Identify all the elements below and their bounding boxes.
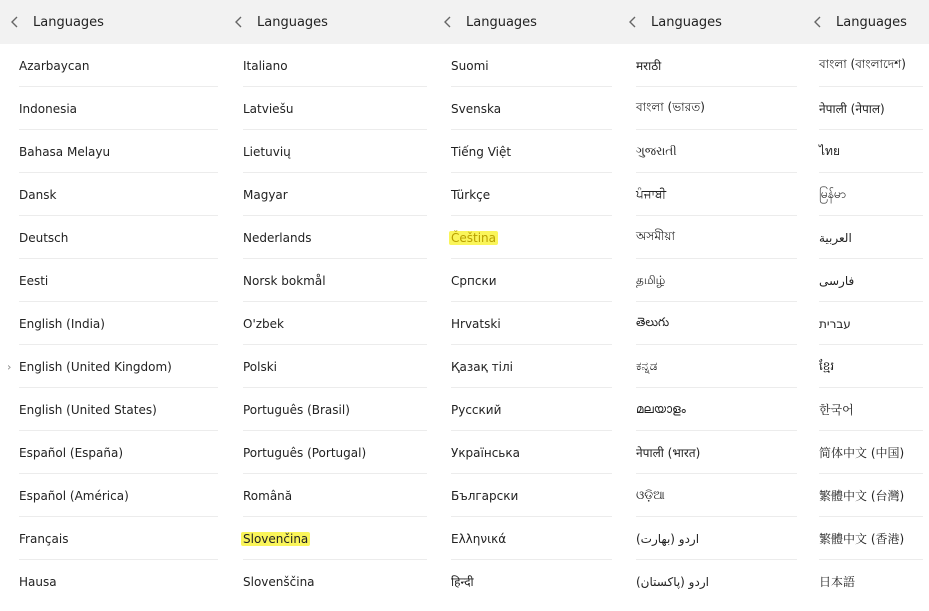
language-option[interactable]	[224, 560, 433, 603]
language-label: ଓଡ଼ିଆ	[636, 488, 665, 502]
language-option[interactable]	[803, 560, 929, 603]
language-option[interactable]	[0, 474, 224, 517]
language-label: Čeština	[451, 230, 497, 245]
language-label: 日本語	[819, 575, 856, 589]
language-label: Tiếng Việt	[451, 144, 512, 159]
language-option[interactable]	[224, 431, 433, 474]
language-list	[618, 44, 803, 603]
language-option[interactable]	[433, 474, 618, 517]
language-option[interactable]	[618, 517, 803, 560]
language-label: नेपाली (भारत)	[636, 446, 701, 460]
language-label: Русский	[451, 402, 502, 417]
language-label: Қазақ тілі	[451, 359, 513, 374]
language-option[interactable]	[618, 216, 803, 259]
languages-panel	[0, 0, 224, 611]
language-list	[224, 44, 433, 603]
language-option[interactable]	[803, 44, 929, 87]
back-chevron-icon[interactable]	[628, 16, 638, 28]
language-label: עברית	[819, 316, 851, 331]
language-label: ગુજરાતી	[636, 144, 677, 158]
language-option[interactable]	[224, 517, 433, 560]
language-label: اردو (بھارت)	[636, 531, 700, 546]
back-chevron-icon[interactable]	[443, 16, 453, 28]
language-option[interactable]	[618, 431, 803, 474]
back-chevron-icon[interactable]	[10, 16, 20, 28]
language-label: 繁體中文 (香港)	[819, 532, 905, 546]
language-option[interactable]	[618, 259, 803, 302]
language-label: Latviešu	[243, 101, 294, 116]
language-list	[433, 44, 618, 603]
language-label: Українська	[451, 445, 520, 460]
language-label: Magyar	[243, 187, 288, 202]
language-label: Polski	[243, 359, 278, 374]
language-label: فارسی	[819, 273, 855, 288]
language-label: Italiano	[243, 58, 288, 73]
language-label: मराठी	[636, 59, 662, 73]
language-option[interactable]	[224, 44, 433, 87]
language-label: English (India)	[19, 316, 105, 331]
language-option[interactable]	[224, 302, 433, 345]
language-label: Slovenčina	[243, 531, 309, 546]
languages-panel	[433, 0, 618, 611]
language-option[interactable]	[0, 173, 224, 216]
language-option[interactable]	[224, 259, 433, 302]
language-option[interactable]	[803, 216, 929, 259]
language-label: Español (España)	[19, 445, 124, 460]
language-label: Español (América)	[19, 488, 129, 503]
language-option[interactable]	[433, 87, 618, 130]
language-option[interactable]	[433, 44, 618, 87]
language-label: Nederlands	[243, 230, 312, 245]
language-label: Suomi	[451, 58, 489, 73]
language-label: தமிழ்	[636, 272, 666, 287]
language-option[interactable]	[433, 130, 618, 173]
language-option[interactable]	[0, 87, 224, 130]
language-label: Français	[19, 531, 69, 546]
language-label: Azarbaycan	[19, 58, 90, 73]
language-option[interactable]	[0, 560, 224, 603]
language-label: ਪੰਜਾਬੀ	[636, 187, 667, 201]
language-option[interactable]	[803, 517, 929, 560]
language-option[interactable]	[0, 431, 224, 474]
language-label: తెలుగు	[636, 315, 670, 329]
language-option[interactable]	[224, 345, 433, 388]
language-option[interactable]	[618, 44, 803, 87]
header-bar	[0, 0, 224, 44]
language-option[interactable]	[618, 130, 803, 173]
language-option[interactable]	[618, 560, 803, 603]
page-title: Languages	[651, 14, 722, 30]
language-option[interactable]	[0, 388, 224, 431]
language-list	[0, 44, 224, 603]
language-label: Português (Portugal)	[243, 445, 367, 460]
language-option[interactable]	[0, 130, 224, 173]
language-label: العربية	[819, 230, 852, 245]
language-label: Deutsch	[19, 230, 69, 245]
language-label: Српски	[451, 273, 497, 288]
language-label: اردو (پاکستان)	[636, 574, 709, 589]
language-label: Svenska	[451, 101, 502, 116]
language-option[interactable]	[433, 216, 618, 259]
header-bar	[433, 0, 618, 44]
language-option[interactable]	[433, 517, 618, 560]
language-option[interactable]	[618, 87, 803, 130]
language-option[interactable]	[0, 216, 224, 259]
header-bar	[618, 0, 803, 44]
language-option[interactable]	[803, 259, 929, 302]
language-list	[803, 44, 929, 603]
language-label: ไทย	[819, 144, 840, 158]
languages-panel	[803, 0, 929, 611]
language-label: Hrvatski	[451, 316, 501, 331]
language-option[interactable]	[803, 87, 929, 130]
language-option[interactable]	[0, 302, 224, 345]
language-option[interactable]	[433, 388, 618, 431]
language-option[interactable]	[433, 173, 618, 216]
language-label: Türkçe	[451, 187, 491, 202]
language-option[interactable]	[803, 173, 929, 216]
language-option[interactable]	[618, 474, 803, 517]
language-option[interactable]	[803, 130, 929, 173]
language-label: Norsk bokmål	[243, 273, 326, 288]
language-label: Ελληνικά	[451, 531, 507, 546]
language-label: বাংলা (বাংলাদেশ)	[819, 56, 906, 71]
language-label: বাংলা (ভারত)	[636, 99, 705, 114]
page-title: Languages	[33, 14, 104, 30]
language-option[interactable]	[224, 388, 433, 431]
language-option[interactable]	[803, 302, 929, 345]
language-label: English (United Kingdom)	[19, 359, 172, 374]
language-label: Slovenščina	[243, 574, 315, 589]
language-label: Hausa	[19, 574, 57, 589]
language-option[interactable]	[224, 87, 433, 130]
language-option[interactable]	[803, 431, 929, 474]
language-option[interactable]	[433, 431, 618, 474]
language-option[interactable]	[803, 388, 929, 431]
language-option[interactable]	[433, 345, 618, 388]
language-option[interactable]	[0, 517, 224, 560]
language-label: English (United States)	[19, 402, 157, 417]
header-bar	[224, 0, 433, 44]
language-label: Eesti	[19, 273, 49, 288]
language-option[interactable]	[803, 474, 929, 517]
language-label: 繁體中文 (台灣)	[819, 489, 905, 503]
back-chevron-icon[interactable]	[813, 16, 823, 28]
languages-panel	[618, 0, 803, 611]
language-label: नेपाली (नेपाल)	[819, 102, 885, 116]
language-label: မြန်မာ	[819, 186, 846, 201]
language-option[interactable]	[224, 173, 433, 216]
language-option[interactable]	[433, 259, 618, 302]
language-option[interactable]	[433, 560, 618, 603]
language-option[interactable]	[0, 44, 224, 87]
language-label: অসমীয়া	[636, 228, 675, 243]
language-option[interactable]	[618, 302, 803, 345]
back-chevron-icon[interactable]	[234, 16, 244, 28]
language-option[interactable]	[224, 474, 433, 517]
language-option[interactable]	[0, 259, 224, 302]
language-label: हिन्दी	[451, 575, 474, 589]
language-label: Български	[451, 488, 519, 503]
language-option[interactable]	[618, 388, 803, 431]
language-option[interactable]	[618, 173, 803, 216]
language-label: മലയാളം	[636, 402, 686, 416]
language-label: Português (Brasil)	[243, 402, 350, 417]
language-label: O'zbek	[243, 316, 284, 331]
language-option[interactable]	[0, 345, 224, 388]
page-title: Languages	[466, 14, 537, 30]
language-label: Română	[243, 488, 293, 503]
language-label: Bahasa Melayu	[19, 144, 111, 159]
language-label: Dansk	[19, 187, 57, 202]
language-label: Indonesia	[19, 101, 78, 116]
language-label: ខ្មែរ	[819, 358, 835, 373]
language-option[interactable]	[618, 345, 803, 388]
languages-panel	[224, 0, 433, 611]
page-title: Languages	[257, 14, 328, 30]
language-label: 한국어	[819, 403, 854, 417]
header-bar	[803, 0, 929, 44]
chevron-right-icon: ›	[7, 360, 12, 373]
language-option[interactable]	[224, 216, 433, 259]
language-label: 简体中文 (中国)	[819, 446, 905, 460]
page-title: Languages	[836, 14, 907, 30]
language-label: ಕನ್ನಡ	[636, 359, 658, 373]
language-option[interactable]	[433, 302, 618, 345]
language-option[interactable]	[224, 130, 433, 173]
language-option[interactable]	[803, 345, 929, 388]
language-label: Lietuvių	[243, 144, 291, 159]
